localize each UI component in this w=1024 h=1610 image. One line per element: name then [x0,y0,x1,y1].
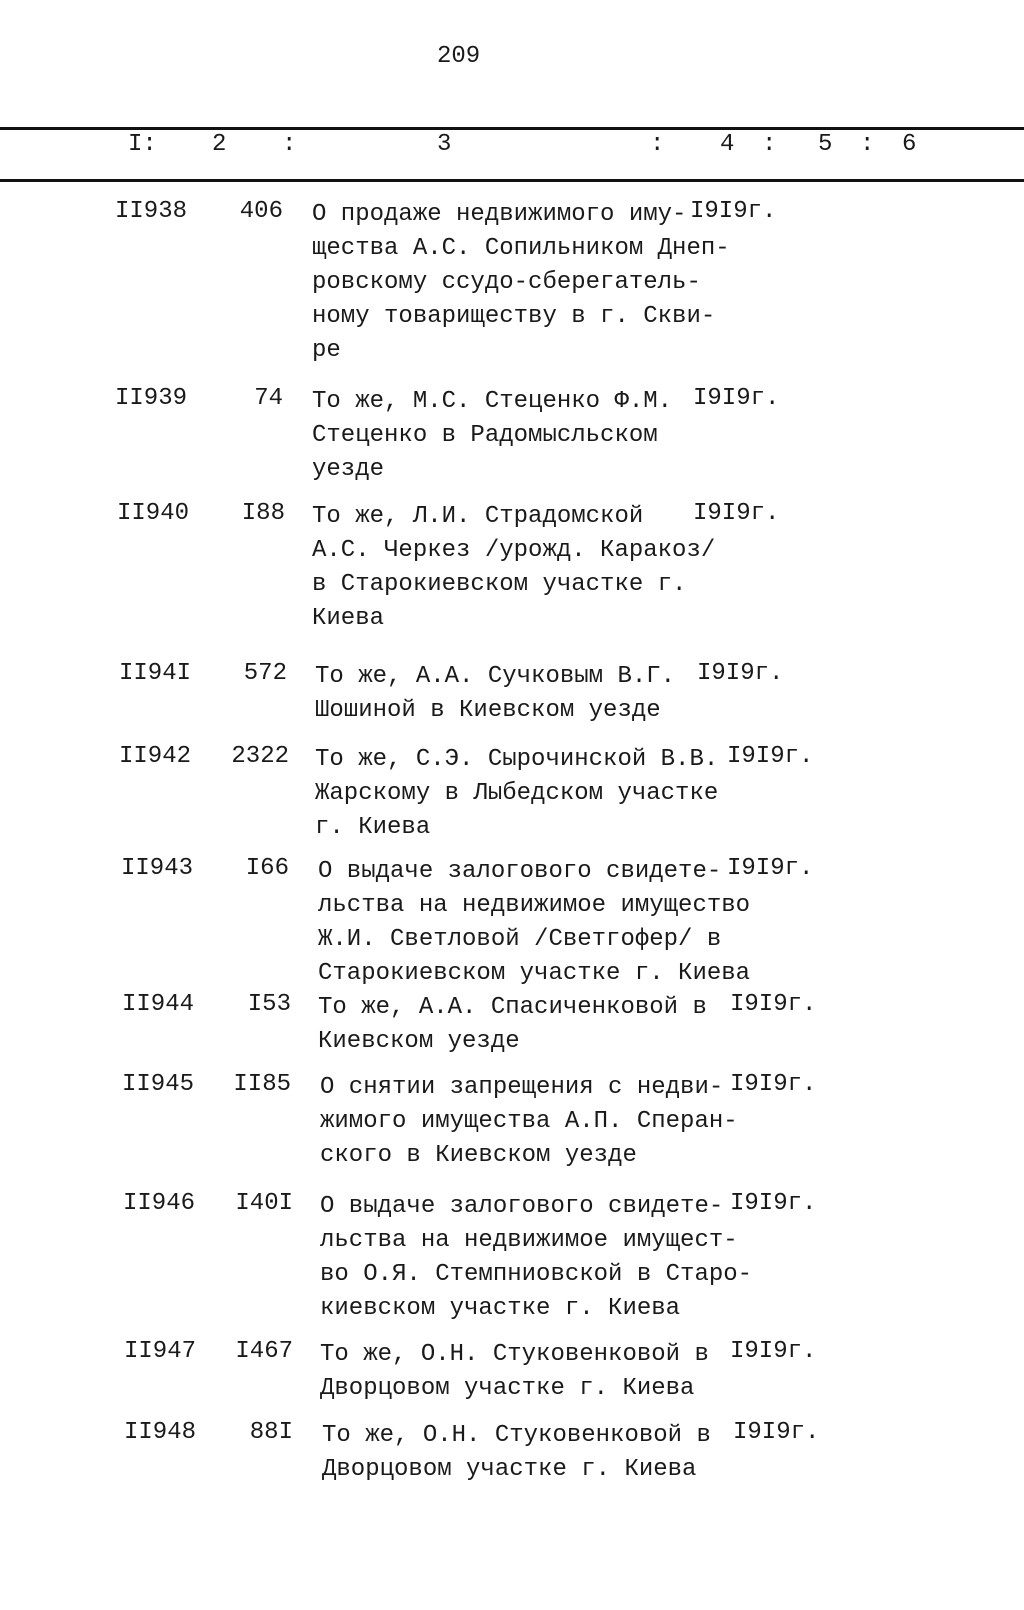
description-line: О выдаче залогового свидете- [320,1193,724,1220]
col-separator: : [282,131,297,158]
col-separator: : [762,131,777,158]
description-line: льства на недвижимое имущест- [320,1227,738,1254]
item-description [322,1419,711,1487]
description-line: г. Киева [315,814,431,841]
description-line: То же, С.Э. Сырочинской В.В. [315,746,719,773]
item-number: II94I [119,660,192,687]
item-number: II946 [123,1190,196,1217]
item-year: I9I9г. [727,743,814,770]
item-reference: 88I [249,1419,293,1446]
item-number: II942 [119,743,192,770]
item-description [312,500,715,636]
description-line: уезде [312,456,385,483]
description-line: ре [312,337,341,364]
description-line: льства на недвижимое имущество [318,892,751,919]
item-reference: 2322 [231,743,289,770]
item-description [318,991,707,1059]
item-number: II945 [122,1071,195,1098]
description-line: То же, А.А. Сучковым В.Г. [315,663,676,690]
description-line: Жарскому в Лыбедском участке [315,780,719,807]
description-line: Старокиевском участке г. Киева [318,960,751,987]
item-year: I9I9г. [730,1338,817,1365]
description-line: во О.Я. Стемпниовской в Старо- [320,1261,753,1288]
item-year: I9I9г. [693,385,780,412]
description-line: Дворцовом участке г. Киева [322,1456,697,1483]
item-reference: 572 [243,660,287,687]
item-year: I9I9г. [690,198,777,225]
item-reference: 406 [239,198,283,225]
item-reference: I88 [241,500,285,527]
item-number: II940 [117,500,190,527]
item-year: I9I9г. [697,660,784,687]
col-header-6: 6 [902,131,917,158]
description-line: щества А.С. Сопильником Днеп- [312,235,730,262]
description-line: Киева [312,605,385,632]
item-reference: I40I [235,1190,293,1217]
description-line: То же, А.А. Спасиченковой в [318,994,707,1021]
item-reference: I66 [245,855,289,882]
col-header-2: 2 [212,131,227,158]
item-description [315,743,718,845]
item-year: I9I9г. [730,1190,817,1217]
item-reference: I53 [247,991,291,1018]
item-reference: 74 [254,385,283,412]
description-line: жимого имущества А.П. Сперан- [320,1108,738,1135]
description-line: То же, О.Н. Стуковенковой в [320,1341,709,1368]
item-description [318,855,750,991]
col-header-5: 5 [818,131,833,158]
item-number: II938 [115,198,188,225]
item-year: I9I9г. [730,1071,817,1098]
item-description [312,385,672,487]
col-separator: : [650,131,665,158]
description-line: То же, О.Н. Стуковенковой в [322,1422,711,1449]
item-number: II944 [122,991,195,1018]
col-header-4: 4 [720,131,735,158]
item-year: I9I9г. [727,855,814,882]
item-reference: I467 [235,1338,293,1365]
item-description [315,660,675,728]
description-line: Дворцовом участке г. Киева [320,1375,695,1402]
description-line: А.С. Черкез /урожд. Каракоз/ [312,537,716,564]
item-number: II947 [124,1338,197,1365]
description-line: О выдаче залогового свидете- [318,858,722,885]
header-bottom-rule [0,179,1024,182]
col-header-3: 3 [437,131,452,158]
col-header-1: I: [128,131,157,158]
col-separator: : [860,131,875,158]
description-line: Стеценко в Радомысльском [312,422,658,449]
description-line: То же, Л.И. Страдомской [312,503,644,530]
item-year: I9I9г. [733,1419,820,1446]
description-line: ному товариществу в г. Скви- [312,303,716,330]
description-line: ровскому ссудо-сберегатель- [312,269,701,296]
item-reference: II85 [233,1071,291,1098]
description-line: ского в Киевском уезде [320,1142,637,1169]
description-line: О снятии запрещения с недви- [320,1074,724,1101]
description-line: в Старокиевском участке г. [312,571,687,598]
item-number: II943 [121,855,194,882]
description-line: Ж.И. Светловой /Светгофер/ в [318,926,722,953]
item-year: I9I9г. [730,991,817,1018]
description-line: Шошиной в Киевском уезде [315,697,661,724]
item-year: I9I9г. [693,500,780,527]
item-description [320,1338,709,1406]
item-description [320,1071,738,1173]
item-number: II939 [115,385,188,412]
item-description [320,1190,752,1326]
description-line: То же, М.С. Стеценко Ф.М. [312,388,673,415]
page-number: 209 [437,43,481,70]
item-description [312,198,730,368]
item-number: II948 [124,1419,197,1446]
description-line: О продаже недвижимого иму- [312,201,687,228]
description-line: Киевском уезде [318,1028,520,1055]
description-line: киевском участке г. Киева [320,1295,681,1322]
